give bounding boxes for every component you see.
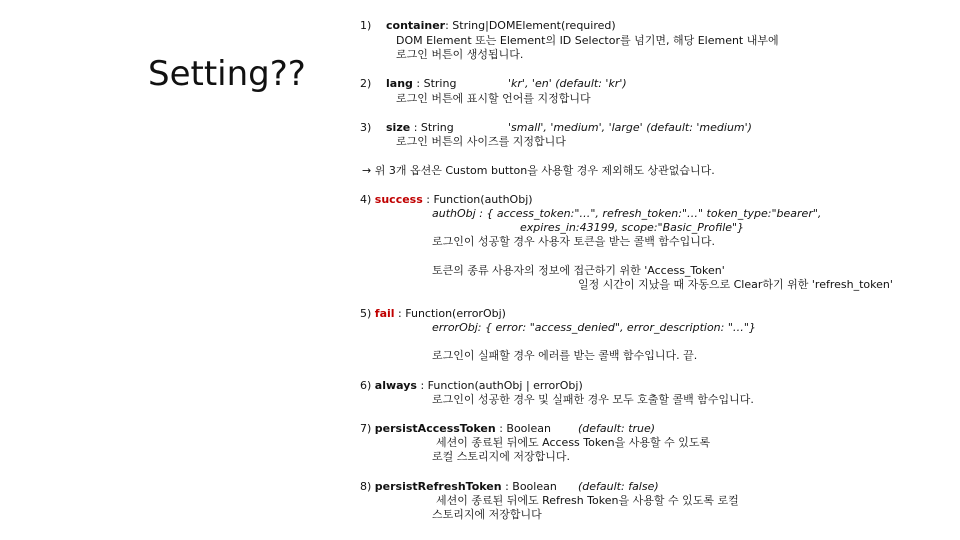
option-description: 스토리지에 저장합니다 [432, 508, 542, 521]
option-description: 로그인 버튼에 표시할 언어를 지정합니다 [396, 92, 591, 105]
option-type: : String [416, 77, 457, 90]
option-header-size [386, 121, 454, 134]
option-number: 8) [360, 480, 372, 493]
option-type: : String [413, 121, 454, 134]
option-header-lang [386, 77, 456, 90]
option-name: success [374, 193, 423, 206]
option-default: (default: true) [578, 422, 656, 435]
option-number: 2) [360, 77, 372, 90]
option-number: 7) [360, 422, 372, 435]
option-description: 세션이 종료된 뒤에도 Refresh Token을 사용할 수 있도록 로컬 [436, 494, 739, 507]
auth-object-example: authObj : { access_token:"…", refresh_token:"…" token_type:"bearer", [432, 207, 822, 220]
option-number: 4) [360, 193, 372, 206]
option-number: 1) [360, 19, 372, 32]
option-number: 6) [360, 379, 372, 392]
option-type: : String|DOMElement(required) [445, 19, 616, 32]
option-header-fail [360, 307, 506, 320]
option-type: : Function(authObj) [426, 193, 533, 206]
option-description: 로그인이 실패할 경우 에러를 받는 콜백 함수입니다. 끝. [432, 349, 698, 362]
option-description: 로그인이 성공할 경우 사용자 토큰을 받는 콜백 함수입니다. [432, 235, 715, 248]
option-name: persistRefreshToken [374, 480, 502, 493]
option-type: : Boolean [499, 422, 551, 435]
option-name: always [374, 379, 417, 392]
option-type: : Boolean [505, 480, 557, 493]
token-description: 토큰의 종류 사용자의 정보에 접근하기 위한 'Access_Token' [432, 264, 725, 277]
option-description: 로그인 버튼이 생성됩니다. [396, 48, 524, 61]
option-type: : Function(errorObj) [398, 307, 506, 320]
option-header-container [386, 19, 616, 32]
option-name: container [386, 19, 446, 32]
option-number: 3) [360, 121, 372, 134]
option-header-persist-access [360, 422, 551, 435]
option-number: 5) [360, 307, 372, 320]
auth-object-example: expires_in:43199, scope:"Basic_Profile"} [520, 221, 745, 234]
option-name: fail [374, 307, 395, 320]
option-name: size [386, 121, 411, 134]
option-description: 세션이 종료된 뒤에도 Access Token을 사용할 수 있도록 [436, 436, 711, 449]
option-header-success [360, 193, 533, 206]
option-name: persistAccessToken [374, 422, 496, 435]
token-description: 일정 시간이 지났을 때 자동으로 Clear하기 위한 'refresh_token' [578, 278, 893, 291]
error-object-example: errorObj: { error: "access_denied", error_description: "…"} [432, 321, 756, 334]
note-text: → 위 3개 옵션은 Custom button을 사용할 경우 제외해도 상관없습니다. [362, 164, 715, 177]
option-values: 'kr', 'en' (default: 'kr') [508, 77, 627, 90]
option-values: 'small', 'medium', 'large' (default: 'medium') [508, 121, 752, 134]
option-description: 로컬 스토리지에 저장합니다. [432, 450, 571, 463]
option-description: 로그인이 성공한 경우 및 실패한 경우 모두 호출할 콜백 함수입니다. [432, 393, 754, 406]
option-default: (default: false) [578, 480, 659, 493]
option-description: 로그인 버튼의 사이즈를 지정합니다 [396, 135, 566, 148]
page-title: Setting?? [148, 54, 306, 94]
option-header-always [360, 379, 583, 392]
option-name: lang [386, 77, 413, 90]
option-header-persist-refresh [360, 480, 557, 493]
option-description: DOM Element 또는 Element의 ID Selector를 넘기면, 해당 Element 내부에 [396, 34, 779, 47]
option-type: : Function(authObj | errorObj) [420, 379, 583, 392]
